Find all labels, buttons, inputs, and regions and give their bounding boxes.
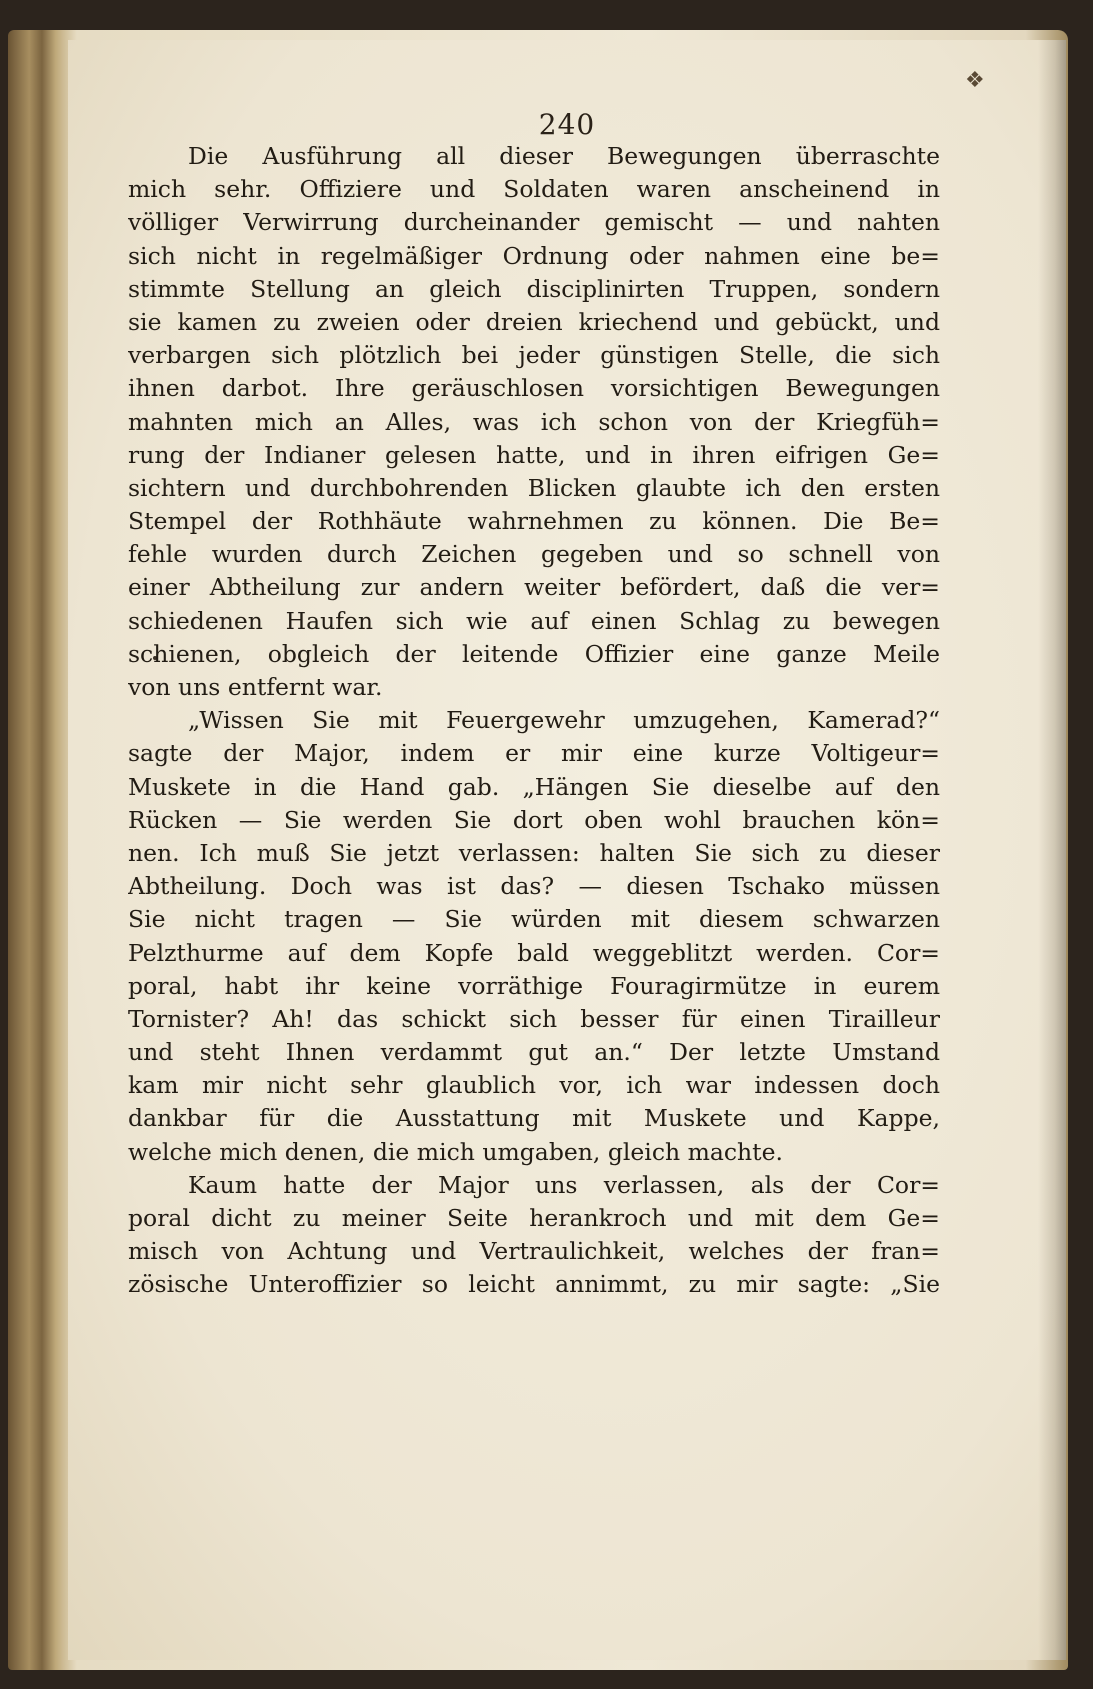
text-line: kam mir nicht sehr glaublich vor, ich war indessen doch xyxy=(128,1071,940,1100)
text-line: Kaum hatte der Major uns verlassen, als der Cor= xyxy=(188,1170,940,1199)
text-line: Rücken — Sie werden Sie dort oben wohl brauchen kön= xyxy=(128,805,940,834)
text-line: Stempel der Rothhäute wahrnehmen zu können. Die Be= xyxy=(128,507,940,536)
text-line: ihnen darbot. Ihre geräuschlosen vorsichtigen Bewegungen xyxy=(128,374,940,403)
text-line: misch von Achtung und Vertraulichkeit, welches der fran= xyxy=(128,1237,940,1266)
text-line: sagte der Major, indem er mir eine kurze Voltigeur= xyxy=(128,739,940,768)
gutter-shadow xyxy=(1038,40,1066,1660)
text-line: von uns entfernt war. xyxy=(128,673,383,701)
text-line: sichtern und durchbohrenden Blicken glaubte ich den ersten xyxy=(128,473,940,502)
text-line: stimmte Stellung an gleich disciplinirten Truppen, sondern xyxy=(128,274,940,303)
text-line: mahnten mich an Alles, was ich schon von der Kriegfüh= xyxy=(128,407,940,436)
text-line: schienen, obgleich der leitende Offizier eine ganze Meile xyxy=(128,639,940,668)
text-line: rung der Indianer gelesen hatte, und in ihren eifrigen Ge= xyxy=(128,440,940,469)
text-line: fehle wurden durch Zeichen gegeben und so schnell von xyxy=(128,540,940,569)
text-line: völliger Verwirrung durcheinander gemischt — und nahten xyxy=(128,208,940,237)
text-line: Tornister? Ah! das schickt sich besser für einen Tirailleur xyxy=(128,1004,940,1033)
text-line: einer Abtheilung zur andern weiter befördert, daß die ver= xyxy=(128,573,940,602)
text-line: sie kamen zu zweien oder dreien kriechend und gebückt, und xyxy=(128,307,940,336)
text-line: sich nicht in regelmäßiger Ordnung oder nahmen eine be= xyxy=(128,241,940,270)
text-line: schiedenen Haufen sich wie auf einen Schlag zu bewegen xyxy=(128,606,940,635)
text-line: nen. Ich muß Sie jetzt verlassen: halten Sie sich zu dieser xyxy=(128,838,940,867)
ornament-icon: ❖ xyxy=(965,68,985,93)
text-line: zösische Unteroffizier so leicht annimmt, zu mir sagte: „Sie xyxy=(128,1270,940,1299)
text-line: poral dicht zu meiner Seite herankroch und mit dem Ge= xyxy=(128,1204,940,1232)
body-text xyxy=(128,140,940,1302)
text-line: „Wissen Sie mit Feuergewehr umzugehen, Kamerad?“ xyxy=(188,706,940,735)
text-line: Sie nicht tragen — Sie würden mit diesem schwarzen xyxy=(128,905,940,934)
text-line: Pelzthurme auf dem Kopfe bald weggeblitzt werden. Cor= xyxy=(128,938,940,967)
text-line: Die Ausführung all dieser Bewegungen überraschte xyxy=(188,142,940,170)
text-line: welche mich denen, die mich umgaben, gleich machte. xyxy=(128,1137,784,1166)
text-line: und steht Ihnen verdammt gut an.“ Der letzte Umstand xyxy=(128,1038,940,1067)
text-line: Muskete in die Hand gab. „Hängen Sie dieselbe auf den xyxy=(128,772,940,801)
page-number: 240 xyxy=(538,108,596,141)
text-line: mich sehr. Offiziere und Soldaten waren anscheinend in xyxy=(128,175,940,204)
text-line: Abtheilung. Doch was ist das? — diesen Tschako müssen xyxy=(128,872,940,901)
text-line: verbargen sich plötzlich bei jeder günstigen Stelle, die sich xyxy=(128,341,940,370)
text-line: poral, habt ihr keine vorräthige Fouragirmütze in eurem xyxy=(128,971,940,1000)
text-line: dankbar für die Ausstattung mit Muskete und Kappe, xyxy=(128,1104,940,1133)
